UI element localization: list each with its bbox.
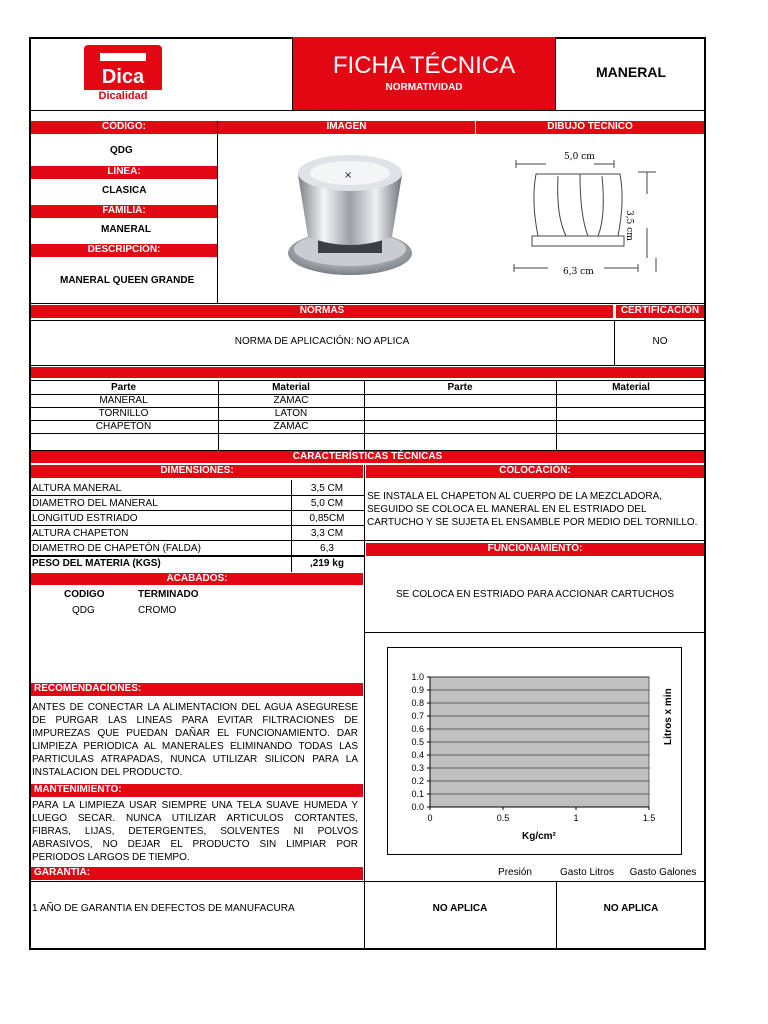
chart-ytick-label: 0.2 (411, 776, 424, 786)
acabados-col-terminado: TERMINADO (138, 589, 199, 600)
chart-ytick-label: 0.4 (411, 750, 424, 760)
normas-label: NORMAS (31, 305, 613, 318)
dim-row-3-value: 0,85CM (309, 513, 345, 524)
dim-row-1-value: 3,5 CM (310, 483, 344, 494)
dim-row-4-label: ALTURA CHAPETON (32, 528, 129, 539)
product-name: MANERAL (596, 64, 666, 80)
parts-table (29, 380, 706, 450)
certificacion-value: NO (652, 336, 668, 347)
parts-red-bar (31, 367, 704, 378)
linea-value: CLASICA (102, 185, 147, 196)
page-title: FICHA TÉCNICA (332, 52, 516, 79)
title-block (292, 37, 556, 110)
chart-xtick-label: 0 (427, 813, 433, 823)
descripcion-label: DESCRIPCIÓN: (31, 244, 217, 257)
chart-xtick-label: 0.5 (496, 813, 510, 823)
chart-ytick-label: 0.5 (411, 737, 424, 747)
gasto-litros-value: NO APLICA (432, 903, 488, 914)
product-image (280, 145, 420, 285)
gasto-galones-value: NO APLICA (603, 903, 659, 914)
header (29, 37, 706, 110)
dim-row-5-value: 6,3 (320, 543, 334, 554)
chart-ytick-label: 0.3 (411, 763, 424, 773)
parts-row-3-parte: CHAPETON (95, 421, 152, 432)
recomendaciones-text: ANTES DE CONECTAR LA ALIMENTACION DEL AGUA ASEGURESE DE PURGAR LAS LINEAS PARA EVITAR FILTRACIONES DE IMPUREZAS QUE PUEDAN DAÑAR EL FUNCIONAMIENTO. DAR LIMPIEZA PERIODICA AL MANERALES ELIMINANDO TODAS LAS PARTICULAS ATRAPADAS, NUNCA UTILIZAR SILICON PARA LA INSTALACION DEL PRODUCTO. (32, 702, 358, 778)
colocacion-text: SE INSTALA EL CHAPETON AL CUERPO DE LA MEZCLADORA, SEGUIDO SE COLOCA EL MANERAL EN EL ESTRIADO DEL CARTUCHO Y SE SUJETA EL ENSAMBLE POR MEDIO DEL TORNILLO. (367, 491, 698, 528)
chart-ylabel: Litros x min (663, 688, 674, 745)
parts-row-1-material: ZAMAC (273, 395, 309, 406)
parts-row-3-material: ZAMAC (273, 421, 309, 432)
dim-row-1-label: ALTURA MANERAL (32, 483, 122, 494)
logo-text: Dica (101, 66, 145, 88)
parts-header-parte-1: Parte (110, 382, 136, 393)
dim-row-6-value: ,219 kg (310, 558, 344, 569)
funcionamiento-label: FUNCIONAMIENTO: (366, 543, 704, 556)
garantia-label: GARANTÍA: (31, 867, 363, 880)
codigo-label: CÓDIGO: (31, 121, 217, 134)
chart-xtick-label: 1.5 (642, 813, 656, 823)
chart-ytick-label: 0.6 (411, 724, 424, 734)
dim-row-2-label: DIAMETRO DEL MANERAL (32, 498, 158, 509)
drawing-height-label: 3,5 cm (624, 210, 634, 241)
parts-row-1-parte: MANERAL (99, 395, 148, 406)
parts-row-2-parte: TORNILLO (98, 408, 149, 419)
dimensiones-label: DIMENSIONES: (31, 465, 363, 478)
chart-ytick-label: 0.1 (411, 789, 424, 799)
dim-row-5-label: DIAMETRO DE CHAPETÓN (FALDA) (32, 543, 201, 554)
dim-row-2-value: 5,0 CM (310, 498, 344, 509)
mantenimiento-text: PARA LA LIMPIEZA USAR SIEMPRE UNA TELA SUAVE HUMEDA Y LUEGO SECAR. NUNCA UTILIZAR ARTICULOS CORTANTES, FIBRAS, LIJAS, DETERGENTES, SOLVENTES NI POLVOS ABRASIVOS, NO DEJAR EL PRODUCTO SIN LIMPIAR POR PERIODOS LARGOS DE TIEMPO. (32, 800, 358, 863)
drawing-base-label: 6,3 cm (563, 267, 594, 277)
drawing-width-label: 5,0 cm (564, 152, 595, 162)
dim-row-4-value: 3,3 CM (310, 528, 344, 539)
chart-ytick-label: 0.9 (411, 685, 424, 695)
codigo-value: QDG (110, 145, 133, 156)
caracteristicas-label: CARACTERÍSTICAS TÉCNICAS (31, 451, 704, 463)
technical-drawing (506, 146, 676, 281)
acabados-code: QDG (72, 605, 95, 616)
certificacion-label: CERTIFICACIÓN (616, 305, 704, 318)
flow-header-litros: Gasto Litros (560, 867, 614, 878)
page-subtitle: NORMATIVIDAD (385, 82, 463, 93)
recomendaciones-label: RECOMENDACIONES: (31, 683, 363, 696)
garantia-text: 1 AÑO DE GARANTIA EN DEFECTOS DE MANUFACURA (32, 903, 295, 914)
familia-label: FAMILIA: (31, 205, 217, 218)
descripcion-value: MANERAL QUEEN GRANDE (60, 275, 195, 286)
acabados-finish: CROMO (138, 605, 177, 616)
flow-header-presion: Presión (498, 867, 532, 878)
flow-chart (387, 647, 682, 855)
parts-row-2-material: LATON (274, 408, 308, 419)
dim-row-3-label: LONGITUD ESTRIADO (32, 513, 138, 524)
chart-xtick-label: 1 (573, 813, 579, 823)
svg-text:×: × (344, 170, 353, 181)
dim-row-6-label: PESO DEL MATERIA (KGS) (32, 558, 161, 569)
acabados-label: ACABADOS: (31, 573, 363, 585)
mantenimiento-label: MANTENIMIENTO: (31, 784, 363, 797)
chart-xlabel: Kg/cm² (522, 831, 556, 842)
normas-value: NORMA DE APLICACIÓN: NO APLICA (234, 336, 410, 347)
acabados-col-codigo: CODIGO (64, 589, 105, 600)
familia-value: MANERAL (101, 224, 151, 235)
flow-header-galones: Gasto Galones (629, 867, 697, 878)
parts-header-material-2: Material (612, 382, 650, 393)
imagen-label: IMAGEN (218, 121, 475, 134)
chart-ytick-label: 0.8 (411, 698, 424, 708)
dimensions-table (29, 480, 364, 572)
dica-logo (81, 45, 175, 101)
logo-subtext: Dicalidad (98, 90, 148, 102)
chart-ytick-label: 1.0 (411, 672, 424, 682)
chart-ytick-label: 0.0 (411, 802, 424, 812)
parts-header-material-1: Material (272, 382, 310, 393)
dibujo-label: DIBUJO TÉCNICO (476, 121, 704, 134)
parts-header-parte-2: Parte (447, 382, 473, 393)
funcionamiento-text: SE COLOCA EN ESTRIADO PARA ACCIONAR CARTUCHOS (395, 589, 675, 600)
colocacion-label: COLOCACIÓN: (366, 465, 704, 478)
linea-label: LÍNEA: (31, 166, 217, 179)
chart-ytick-label: 0.7 (411, 711, 424, 721)
